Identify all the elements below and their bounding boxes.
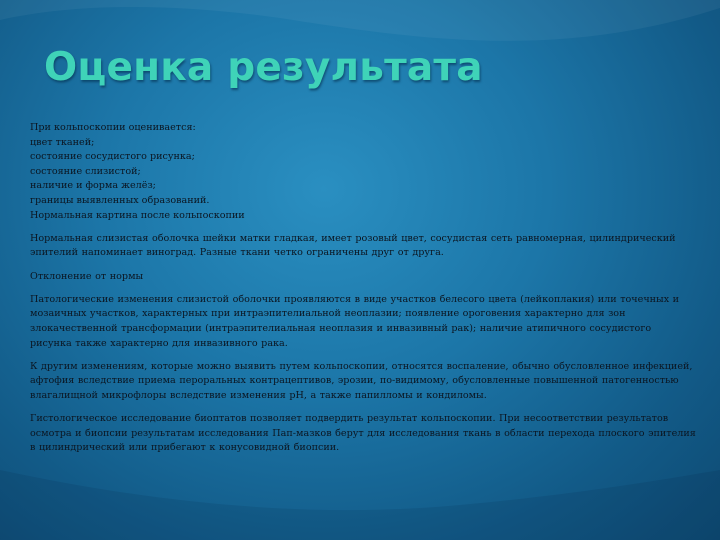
paragraph-deviation-heading	[30, 270, 696, 285]
paragraph-histology	[30, 412, 696, 456]
paragraph-pathological-changes	[30, 293, 696, 351]
intro-line: цвет тканей;	[30, 136, 95, 148]
paragraph-text: Гистологическое исследование биоптатов позволяет подвердить результат кольпоскопии. При несоответствии результатов осмотра и биопсии результатам исследования Пап-мазков берут для исследования ткань в области перехода плоского эпителия в цилиндрический или прибегают к конусовидной биопсии.	[30, 413, 696, 454]
background-wave-shape	[0, 0, 720, 41]
slide-title: Оценка результата	[44, 45, 483, 90]
paragraph-other-changes	[30, 360, 696, 404]
intro-list	[30, 121, 696, 223]
slide-body	[30, 121, 696, 464]
intro-line: наличие и форма желёз;	[30, 180, 156, 192]
intro-line: границы выявленных образований.	[30, 194, 210, 206]
paragraph-text: Патологические изменения слизистой оболочки проявляются в виде участков белесого цвета (лейкоплакия) или точечных и мозаичных участков, характерных при интраэпителиальной неоплазии; появление ороговения характерно для зон злокачественной трансформации (интраэпителиальная неоплазия и инвазивный рак); наличие атипичного сосудистого рисунка также характерно для инвазивного рака.	[30, 293, 680, 349]
intro-line: При кольпоскопии оценивается:	[30, 122, 196, 133]
intro-line: состояние слизистой;	[30, 165, 141, 177]
intro-line: Нормальная картина после кольпоскопии	[30, 209, 245, 221]
paragraph-normal-mucosa	[30, 232, 696, 261]
background-wave-shape-lower	[0, 470, 720, 540]
paragraph-text: Отклонение от нормы	[30, 270, 144, 282]
intro-line: состояние сосудистого рисунка;	[30, 151, 195, 163]
paragraph-text: К другим изменениям, которые можно выявить путем кольпоскопии, относятся воспаление, обычно обусловленное инфекцией, афтофия вследствие приема пероральных контрацептивов, эрозии, по-видимому, обусловленные повышенной патогенностью влагалищной микрофлоры вследствие изменения pH, а также папилломы и кондиломы.	[30, 360, 693, 401]
paragraph-text: Нормальная слизистая оболочка шейки матки гладкая, имеет розовый цвет, сосудистая сеть равномерная, цилиндрический эпителий напоминает виноград. Разные ткани четко ограничены друг от друга.	[30, 232, 676, 259]
